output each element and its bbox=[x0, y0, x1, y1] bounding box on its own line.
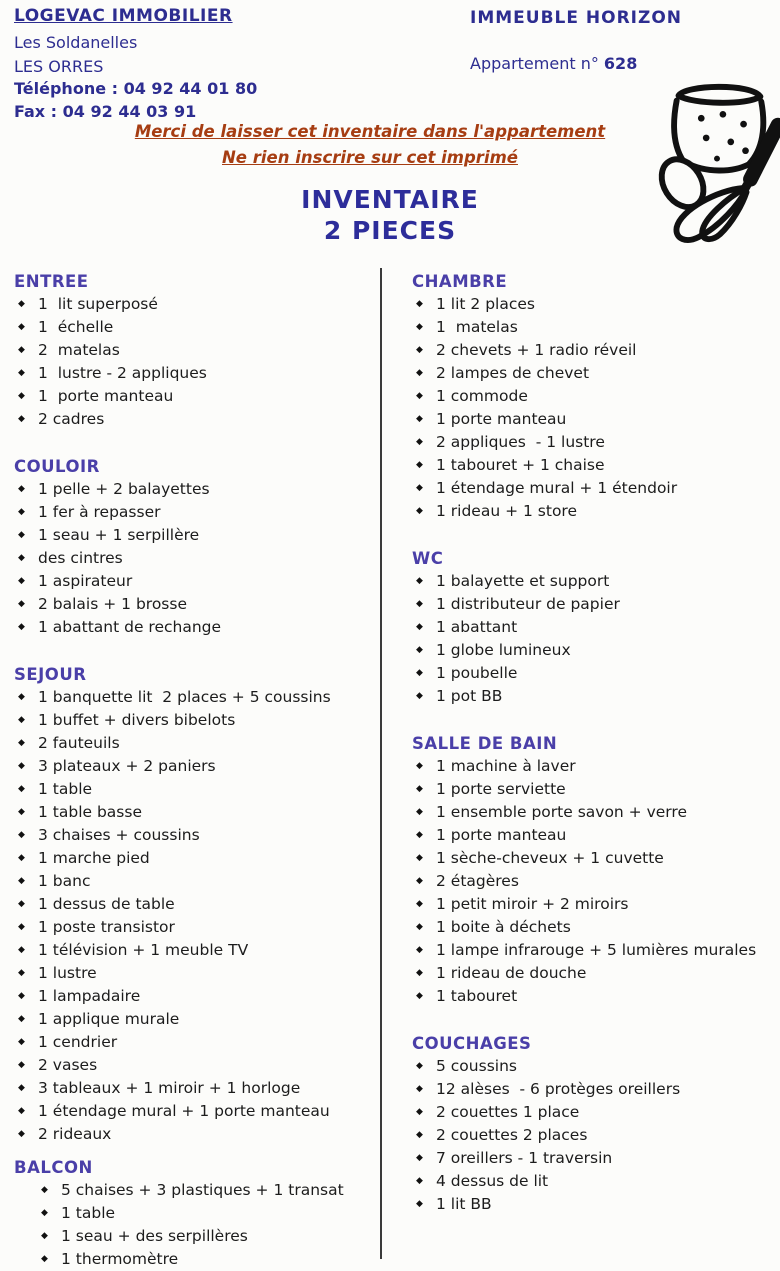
bullet-diamond-icon: ◆ bbox=[41, 1208, 48, 1218]
bullet-diamond-icon: ◆ bbox=[416, 414, 423, 424]
bullet-diamond-icon: ◆ bbox=[416, 299, 423, 309]
bullet-diamond-icon: ◆ bbox=[18, 530, 25, 540]
list-item-text: 2 appliques - 1 lustre bbox=[436, 433, 605, 451]
title-line-2: 2 PIECES bbox=[323, 216, 457, 245]
bullet-diamond-icon: ◆ bbox=[41, 1231, 48, 1241]
list-item-text: 1 poubelle bbox=[436, 664, 518, 682]
list-item-text: 3 tableaux + 1 miroir + 1 horloge bbox=[38, 1079, 301, 1097]
list-item bbox=[412, 293, 776, 316]
list-item-text: 7 oreillers - 1 traversin bbox=[436, 1149, 613, 1167]
list-item-text: 1 fer à repasser bbox=[38, 503, 161, 521]
bullet-diamond-icon: ◆ bbox=[18, 507, 25, 517]
list-item-text: 2 vases bbox=[38, 1056, 98, 1074]
bullet-diamond-icon: ◆ bbox=[416, 576, 423, 586]
list-item bbox=[14, 593, 374, 616]
list-item-text: 1 applique murale bbox=[38, 1010, 180, 1028]
list-item bbox=[412, 570, 776, 593]
list-item-text: 1 télévision + 1 meuble TV bbox=[38, 941, 249, 959]
bullet-diamond-icon: ◆ bbox=[416, 784, 423, 794]
bullet-diamond-icon: ◆ bbox=[18, 368, 25, 378]
list-item bbox=[14, 824, 374, 847]
list-item bbox=[14, 362, 374, 385]
list-item-text: 1 lampe infrarouge + 5 lumières murales bbox=[436, 941, 757, 959]
bullet-diamond-icon: ◆ bbox=[18, 576, 25, 586]
bullet-diamond-icon: ◆ bbox=[416, 1130, 423, 1140]
list-item bbox=[412, 662, 776, 685]
list-item-text: 3 chaises + coussins bbox=[38, 826, 200, 844]
section-title: COUCHAGES bbox=[412, 1034, 532, 1053]
list-item bbox=[412, 477, 776, 500]
bullet-diamond-icon: ◆ bbox=[18, 784, 25, 794]
bullet-diamond-icon: ◆ bbox=[416, 922, 423, 932]
bullet-diamond-icon: ◆ bbox=[18, 299, 25, 309]
phone-line: Téléphone : 04 92 44 01 80 bbox=[14, 79, 258, 98]
bullet-diamond-icon: ◆ bbox=[416, 1061, 423, 1071]
list-item bbox=[14, 408, 374, 431]
bullet-diamond-icon: ◆ bbox=[18, 876, 25, 886]
list-item bbox=[412, 1193, 776, 1216]
bullet-diamond-icon: ◆ bbox=[18, 1037, 25, 1047]
bullet-diamond-icon: ◆ bbox=[18, 599, 25, 609]
bullet-diamond-icon: ◆ bbox=[18, 692, 25, 702]
bullet-diamond-icon: ◆ bbox=[18, 622, 25, 632]
bullet-diamond-icon: ◆ bbox=[416, 876, 423, 886]
bullet-diamond-icon: ◆ bbox=[18, 322, 25, 332]
list-item-text: 1 seau + des serpillères bbox=[61, 1227, 248, 1245]
bullet-diamond-icon: ◆ bbox=[18, 1129, 25, 1139]
list-item bbox=[14, 1202, 374, 1225]
bullet-diamond-icon: ◆ bbox=[416, 945, 423, 955]
list-item-text: 1 lampadaire bbox=[38, 987, 141, 1005]
list-item bbox=[412, 870, 776, 893]
list-item-text: 1 porte manteau bbox=[436, 826, 567, 844]
list-item-text: 1 boite à déchets bbox=[436, 918, 571, 936]
column-left bbox=[0, 266, 380, 1268]
list-item-text: 1 table basse bbox=[38, 803, 142, 821]
bullet-diamond-icon: ◆ bbox=[416, 1153, 423, 1163]
list-item bbox=[412, 778, 776, 801]
list-item-text: 2 matelas bbox=[38, 341, 120, 359]
list-item-text: 1 lit 2 places bbox=[436, 295, 535, 313]
bullet-diamond-icon: ◆ bbox=[18, 391, 25, 401]
bullet-diamond-icon: ◆ bbox=[416, 1107, 423, 1117]
list-item-text: 1 balayette et support bbox=[436, 572, 610, 590]
list-item bbox=[14, 524, 374, 547]
list-item-text: 1 machine à laver bbox=[436, 757, 576, 775]
list-item bbox=[412, 962, 776, 985]
list-item bbox=[412, 431, 776, 454]
list-item bbox=[412, 339, 776, 362]
bullet-diamond-icon: ◆ bbox=[18, 968, 25, 978]
inventory-section-balcon bbox=[14, 1156, 374, 1271]
list-item-text: 1 table bbox=[38, 780, 93, 798]
list-item bbox=[412, 824, 776, 847]
list-item-text: 2 couettes 2 places bbox=[436, 1126, 588, 1144]
section-title: SALLE DE BAIN bbox=[412, 734, 558, 753]
list-item bbox=[14, 893, 374, 916]
bullet-diamond-icon: ◆ bbox=[416, 391, 423, 401]
bullet-diamond-icon: ◆ bbox=[18, 922, 25, 932]
list-item-text: 1 abattant bbox=[436, 618, 518, 636]
list-item bbox=[14, 1248, 374, 1271]
bullet-diamond-icon: ◆ bbox=[416, 968, 423, 978]
bullet-diamond-icon: ◆ bbox=[416, 368, 423, 378]
list-item bbox=[14, 1123, 374, 1146]
bullet-diamond-icon: ◆ bbox=[416, 1176, 423, 1186]
bullet-diamond-icon: ◆ bbox=[18, 830, 25, 840]
list-item-text: 1 sèche-cheveux + 1 cuvette bbox=[436, 849, 664, 867]
list-item-text: 4 dessus de lit bbox=[436, 1172, 549, 1190]
list-item bbox=[412, 916, 776, 939]
bullet-diamond-icon: ◆ bbox=[18, 553, 25, 563]
bullet-diamond-icon: ◆ bbox=[18, 1106, 25, 1116]
list-item bbox=[14, 293, 374, 316]
bullet-diamond-icon: ◆ bbox=[18, 807, 25, 817]
bullet-diamond-icon: ◆ bbox=[18, 715, 25, 725]
apartment-number-line bbox=[470, 54, 637, 73]
list-item-text: 1 lustre - 2 appliques bbox=[38, 364, 207, 382]
list-item bbox=[412, 408, 776, 431]
list-item-text: 2 fauteuils bbox=[38, 734, 120, 752]
bullet-diamond-icon: ◆ bbox=[18, 345, 25, 355]
list-item bbox=[14, 870, 374, 893]
bullet-diamond-icon: ◆ bbox=[416, 645, 423, 655]
bullet-diamond-icon: ◆ bbox=[416, 853, 423, 863]
bullet-diamond-icon: ◆ bbox=[416, 991, 423, 1001]
list-item bbox=[412, 985, 776, 1008]
notice-line-1: Merci de laisser cet inventaire dans l'appartement bbox=[134, 122, 606, 141]
residence-name: Les Soldanelles bbox=[14, 33, 138, 52]
list-item-text: 1 porte manteau bbox=[38, 387, 174, 405]
list-item bbox=[412, 847, 776, 870]
bullet-diamond-icon: ◆ bbox=[18, 945, 25, 955]
list-item bbox=[14, 547, 374, 570]
bullet-diamond-icon: ◆ bbox=[416, 345, 423, 355]
list-item-text: 2 lampes de chevet bbox=[436, 364, 590, 382]
list-item bbox=[14, 709, 374, 732]
bullet-diamond-icon: ◆ bbox=[18, 899, 25, 909]
bullet-diamond-icon: ◆ bbox=[416, 691, 423, 701]
list-item bbox=[412, 454, 776, 477]
list-item-text: 12 alèses - 6 protèges oreillers bbox=[436, 1080, 681, 1098]
list-item-text: 2 couettes 1 place bbox=[436, 1103, 580, 1121]
list-item bbox=[14, 847, 374, 870]
inventory-section-couloir bbox=[14, 455, 374, 639]
list-item-text: 1 aspirateur bbox=[38, 572, 133, 590]
list-item bbox=[14, 962, 374, 985]
list-item-text: 1 porte manteau bbox=[436, 410, 567, 428]
list-item bbox=[412, 939, 776, 962]
section-title: SEJOUR bbox=[14, 665, 87, 684]
list-item-text: 1 marche pied bbox=[38, 849, 150, 867]
bullet-diamond-icon: ◆ bbox=[18, 484, 25, 494]
list-item-text: 1 table bbox=[61, 1204, 116, 1222]
list-item-text: 1 commode bbox=[436, 387, 528, 405]
list-item bbox=[14, 1031, 374, 1054]
bullet-diamond-icon: ◆ bbox=[416, 1084, 423, 1094]
list-item bbox=[14, 339, 374, 362]
list-item bbox=[412, 1147, 776, 1170]
list-item-text: 1 rideau + 1 store bbox=[436, 502, 577, 520]
list-item bbox=[14, 686, 374, 709]
list-item bbox=[412, 500, 776, 523]
list-item-text: 1 thermomètre bbox=[61, 1250, 179, 1268]
fax-line: Fax : 04 92 44 03 91 bbox=[14, 102, 197, 121]
list-item bbox=[412, 1078, 776, 1101]
list-item bbox=[14, 778, 374, 801]
bullet-diamond-icon: ◆ bbox=[18, 414, 25, 424]
column-right bbox=[382, 266, 780, 1259]
list-item-text: 1 banquette lit 2 places + 5 coussins bbox=[38, 688, 331, 706]
list-item-text: 2 étagères bbox=[436, 872, 519, 890]
bullet-diamond-icon: ◆ bbox=[416, 668, 423, 678]
list-item-text: 1 globe lumineux bbox=[436, 641, 571, 659]
bullet-diamond-icon: ◆ bbox=[416, 1199, 423, 1209]
bullet-diamond-icon: ◆ bbox=[18, 991, 25, 1001]
list-item-text: 1 étendage mural + 1 porte manteau bbox=[38, 1102, 330, 1120]
bullet-diamond-icon: ◆ bbox=[18, 1060, 25, 1070]
list-item bbox=[412, 801, 776, 824]
section-title: WC bbox=[412, 549, 444, 568]
bullet-diamond-icon: ◆ bbox=[18, 1014, 25, 1024]
list-item-text: des cintres bbox=[38, 549, 123, 567]
list-item-text: 1 lit superposé bbox=[38, 295, 158, 313]
bullet-diamond-icon: ◆ bbox=[18, 853, 25, 863]
list-item bbox=[14, 732, 374, 755]
list-item-text: 5 coussins bbox=[436, 1057, 517, 1075]
whisk-egg-cup-clipart-icon bbox=[640, 72, 780, 254]
bullet-diamond-icon: ◆ bbox=[416, 622, 423, 632]
inventory-section-entree bbox=[14, 270, 374, 431]
bullet-diamond-icon: ◆ bbox=[416, 830, 423, 840]
list-item-text: 1 cendrier bbox=[38, 1033, 118, 1051]
list-item-text: 1 seau + 1 serpillère bbox=[38, 526, 200, 544]
list-item-text: 1 tabouret bbox=[436, 987, 518, 1005]
list-item-text: 1 pot BB bbox=[436, 687, 503, 705]
section-title: CHAMBRE bbox=[412, 272, 508, 291]
bullet-diamond-icon: ◆ bbox=[416, 506, 423, 516]
list-item-text: 5 chaises + 3 plastiques + 1 transat bbox=[61, 1181, 344, 1199]
list-item bbox=[412, 685, 776, 708]
list-item-text: 1 échelle bbox=[38, 318, 114, 336]
list-item bbox=[14, 939, 374, 962]
list-item-text: 2 rideaux bbox=[38, 1125, 112, 1143]
list-item bbox=[412, 593, 776, 616]
list-item bbox=[412, 639, 776, 662]
list-item bbox=[412, 893, 776, 916]
bullet-diamond-icon: ◆ bbox=[416, 899, 423, 909]
list-item-text: 1 dessus de table bbox=[38, 895, 175, 913]
list-item bbox=[412, 1055, 776, 1078]
section-title: ENTREE bbox=[14, 272, 89, 291]
list-item-text: 1 lit BB bbox=[436, 1195, 492, 1213]
apartment-number: 628 bbox=[603, 54, 638, 73]
list-item bbox=[14, 501, 374, 524]
inventory-section-couchages bbox=[412, 1032, 776, 1216]
list-item-text: 1 porte serviette bbox=[436, 780, 566, 798]
list-item bbox=[14, 1008, 374, 1031]
notice-block bbox=[0, 119, 740, 171]
inventory-section-wc bbox=[412, 547, 776, 708]
list-item bbox=[412, 385, 776, 408]
list-item bbox=[14, 1054, 374, 1077]
list-item bbox=[412, 362, 776, 385]
list-item-text: 1 matelas bbox=[436, 318, 518, 336]
bullet-diamond-icon: ◆ bbox=[18, 761, 25, 771]
list-item bbox=[412, 755, 776, 778]
list-item bbox=[14, 916, 374, 939]
list-item bbox=[14, 385, 374, 408]
bullet-diamond-icon: ◆ bbox=[18, 1083, 25, 1093]
list-item bbox=[412, 1101, 776, 1124]
list-item bbox=[14, 755, 374, 778]
inventory-columns bbox=[0, 266, 780, 1268]
bullet-diamond-icon: ◆ bbox=[416, 437, 423, 447]
list-item-text: 1 tabouret + 1 chaise bbox=[436, 456, 605, 474]
title-line-1: INVENTAIRE bbox=[301, 185, 479, 214]
agency-name: LOGEVAC IMMOBILIER bbox=[14, 6, 233, 26]
list-item-text: 1 pelle + 2 balayettes bbox=[38, 480, 210, 498]
section-title: BALCON bbox=[14, 1158, 93, 1177]
list-item bbox=[14, 985, 374, 1008]
list-item bbox=[14, 1179, 374, 1202]
list-item-text: 2 cadres bbox=[38, 410, 105, 428]
list-item bbox=[412, 1170, 776, 1193]
bullet-diamond-icon: ◆ bbox=[416, 483, 423, 493]
inventory-section-sejour bbox=[14, 663, 374, 1146]
notice-line-2: Ne rien inscrire sur cet imprimé bbox=[222, 148, 518, 167]
bullet-diamond-icon: ◆ bbox=[18, 738, 25, 748]
section-title: COULOIR bbox=[14, 457, 100, 476]
list-item bbox=[14, 1077, 374, 1100]
apartment-label: Appartement n° bbox=[470, 54, 604, 73]
list-item bbox=[412, 616, 776, 639]
list-item bbox=[14, 616, 374, 639]
city-name: LES ORRES bbox=[14, 57, 104, 76]
list-item-text: 1 petit miroir + 2 miroirs bbox=[436, 895, 629, 913]
bullet-diamond-icon: ◆ bbox=[416, 599, 423, 609]
list-item-text: 1 étendage mural + 1 étendoir bbox=[436, 479, 678, 497]
building-name: IMMEUBLE HORIZON bbox=[470, 8, 682, 28]
inventory-section-salle-de-bain bbox=[412, 732, 776, 1008]
list-item bbox=[412, 316, 776, 339]
list-item bbox=[14, 570, 374, 593]
bullet-diamond-icon: ◆ bbox=[41, 1185, 48, 1195]
bullet-diamond-icon: ◆ bbox=[41, 1254, 48, 1264]
list-item-text: 1 distributeur de papier bbox=[436, 595, 620, 613]
list-item-text: 1 abattant de rechange bbox=[38, 618, 222, 636]
list-item bbox=[14, 1225, 374, 1248]
list-item bbox=[14, 801, 374, 824]
list-item bbox=[14, 1100, 374, 1123]
bullet-diamond-icon: ◆ bbox=[416, 322, 423, 332]
list-item-text: 1 banc bbox=[38, 872, 91, 890]
list-item bbox=[14, 316, 374, 339]
list-item bbox=[14, 478, 374, 501]
inventory-section-chambre bbox=[412, 270, 776, 523]
bullet-diamond-icon: ◆ bbox=[416, 807, 423, 817]
list-item-text: 1 ensemble porte savon + verre bbox=[436, 803, 687, 821]
bullet-diamond-icon: ◆ bbox=[416, 460, 423, 470]
list-item-text: 1 rideau de douche bbox=[436, 964, 587, 982]
list-item bbox=[412, 1124, 776, 1147]
list-item-text: 1 poste transistor bbox=[38, 918, 175, 936]
list-item-text: 1 lustre bbox=[38, 964, 97, 982]
bullet-diamond-icon: ◆ bbox=[416, 761, 423, 771]
list-item-text: 3 plateaux + 2 paniers bbox=[38, 757, 216, 775]
list-item-text: 1 buffet + divers bibelots bbox=[38, 711, 236, 729]
list-item-text: 2 balais + 1 brosse bbox=[38, 595, 187, 613]
list-item-text: 2 chevets + 1 radio réveil bbox=[436, 341, 637, 359]
